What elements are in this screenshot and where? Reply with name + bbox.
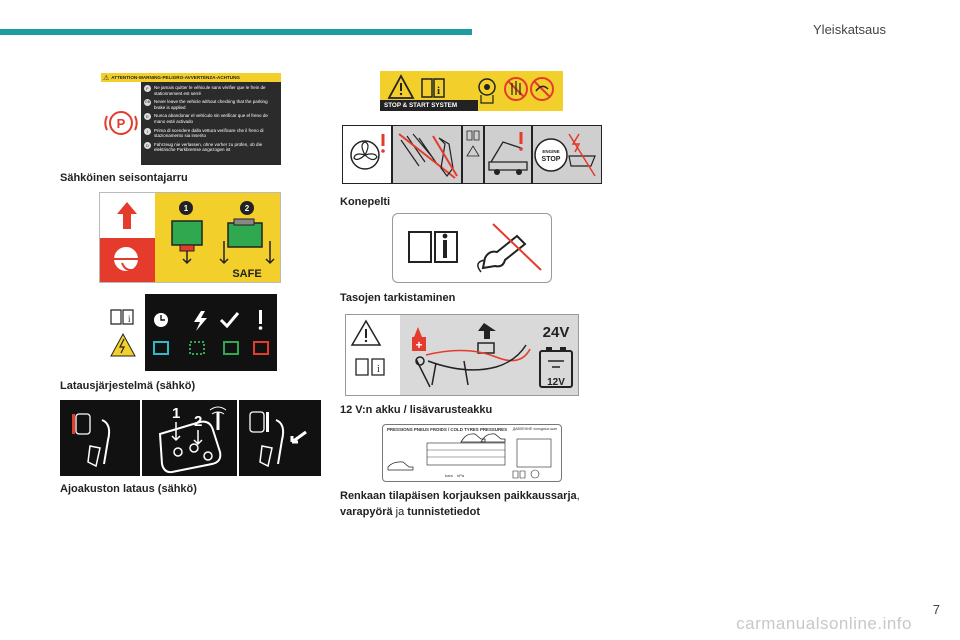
charging-status-graphic xyxy=(101,294,277,371)
person-helmet-icon xyxy=(114,247,138,271)
tyre-pressure-title: PRESSIONS PNEUS FROIDS / COLD TYRES PRESSURES xyxy=(387,427,508,432)
traction-battery-label xyxy=(60,400,321,476)
stop-start-label xyxy=(380,71,563,111)
warning-line: GB Never leave the vehicle without checking that the parking brake is applied xyxy=(144,99,268,110)
parking-brake-warning-label xyxy=(101,73,281,165)
levels-check-label xyxy=(392,213,552,283)
charging-safe-label xyxy=(99,192,281,283)
voltage-24v: 24V xyxy=(542,324,570,341)
caption-traction-battery-charging: Ajoakuston lataus (sähkö) xyxy=(60,483,197,495)
warning-triangle-icon: ⚠ xyxy=(103,74,110,82)
battery-12v-graphic xyxy=(346,315,578,395)
fan-belt-icon xyxy=(479,79,495,103)
svg-text:i: i xyxy=(128,314,131,324)
svg-text:P: P xyxy=(116,116,126,131)
status-light-green xyxy=(224,342,238,354)
engine-text: ENGINE xyxy=(542,149,560,154)
stop-start-banner: STOP & START SYSTEM xyxy=(384,102,458,109)
tyre-pressure-graphic xyxy=(383,425,561,481)
status-light-red xyxy=(254,342,268,354)
key-step-2: 2 xyxy=(194,413,203,430)
battery-12v-label xyxy=(345,314,579,396)
exclamation-icon xyxy=(259,310,263,330)
manual-book-icon xyxy=(513,471,525,478)
key-step-1: 1 xyxy=(172,405,181,422)
check-icon xyxy=(221,313,238,326)
status-light-teal xyxy=(154,342,168,354)
warning-triangle-icon xyxy=(389,76,413,98)
no-hand-icon xyxy=(505,78,527,100)
flag-badge: GB xyxy=(144,100,151,105)
caption-charging-system: Latausjärjestelmä (sähkö) xyxy=(60,380,196,392)
warning-lines xyxy=(144,85,278,153)
tyre-pressure-units: bars kPa xyxy=(445,473,465,478)
caption-12v-battery: 12 V:n akku / lisävarusteakku xyxy=(340,404,493,416)
warning-line: D Fahrzeug nie verlassen, ohne vorher zu prüfen, ob die elektrische Parkbremse angezogen ist xyxy=(144,142,278,153)
caption-levels-check: Tasojen tarkistaminen xyxy=(340,292,456,304)
clock-icon xyxy=(154,313,168,327)
lightning-icon xyxy=(194,311,207,331)
door-lock-icon-2 xyxy=(250,412,306,466)
step-number-2: 2 xyxy=(244,204,250,213)
manual-book-icon xyxy=(422,79,444,97)
jump-cable-icon xyxy=(412,323,530,387)
section-title: Yleiskatsaus xyxy=(813,22,886,37)
parking-icon-panel xyxy=(101,82,141,165)
warning-line: F Ne jamais quitter le véhicule sans vérifier que le frein de stationnement est serré xyxy=(144,85,278,96)
flag-badge: I xyxy=(144,128,151,135)
parking-brake-icon xyxy=(101,82,141,165)
status-light-green-dotted xyxy=(190,342,204,354)
tyre-pressure-label xyxy=(382,424,562,482)
svg-text:+: + xyxy=(415,338,423,352)
door-lock-icon-1 xyxy=(72,414,109,466)
voltage-12v: 12V xyxy=(547,377,565,388)
flag-badge: D xyxy=(144,142,151,149)
warning-line: I Prima di scendere dalla vettura verificare che il freno di stazionamento sia inserito xyxy=(144,128,278,139)
warning-banner-text: ATTENTION-WARNING-PELIGRO-AVVERTENZA-ACHTUNG xyxy=(111,75,240,80)
traction-battery-graphic xyxy=(60,400,321,476)
charging-safe-graphic xyxy=(100,193,281,283)
charging-status-label xyxy=(101,294,277,371)
car-key-icon xyxy=(160,407,226,472)
header-accent-bar xyxy=(0,29,472,35)
car-with-trailer-icon xyxy=(388,462,413,470)
caption-electric-parking-brake: Sähköinen seisontajarru xyxy=(60,172,188,184)
flag-badge: E xyxy=(144,113,151,120)
svg-text:i: i xyxy=(377,364,380,375)
svg-text:i: i xyxy=(437,85,441,97)
warning-line: E Nunca abandonar el vehículo sin verificar que el freno de mano esté activado xyxy=(144,113,278,124)
caption-tyre-repair-kit: Renkaan tilapäisen korjauksen paikkaussarja, varapyörä ja tunnistetiedot xyxy=(340,490,580,518)
caption-bonnet: Konepelti xyxy=(340,196,391,208)
warning-banner xyxy=(101,73,281,82)
manual-book-icon xyxy=(409,232,457,262)
watermark: carmanualsonline.info xyxy=(736,614,912,633)
step-number-1: 1 xyxy=(183,204,189,213)
bonnet-warning-graphic xyxy=(343,126,601,183)
safe-text: SAFE xyxy=(232,268,262,280)
tyre-pressure-russian: ДАВЛЕНИЕ холодных шин xyxy=(512,427,558,431)
tyre-warning-icon xyxy=(531,470,539,478)
no-service-icon xyxy=(531,78,553,100)
flag-badge: F xyxy=(144,85,151,92)
page-number: 7 xyxy=(932,602,940,617)
bonnet-warning-label xyxy=(342,125,602,184)
no-nozzle-icon xyxy=(478,224,541,272)
levels-check-graphic xyxy=(393,214,551,282)
stop-text: STOP xyxy=(541,156,561,163)
